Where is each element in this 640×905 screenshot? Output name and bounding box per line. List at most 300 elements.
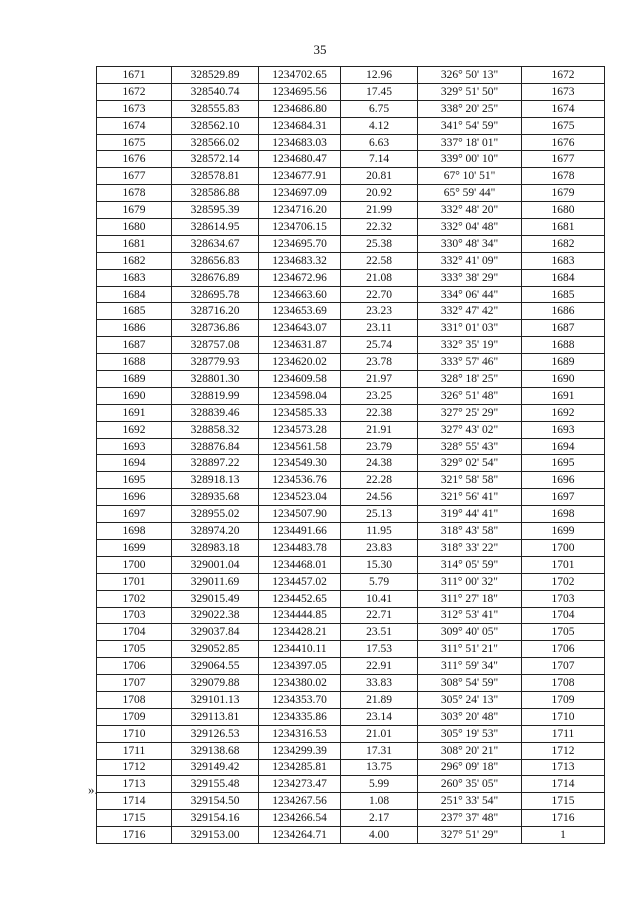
distance-cell: 21.99	[341, 202, 418, 219]
next-point-cell: 1691	[522, 387, 605, 404]
y-coordinate-cell: 1234335.86	[259, 708, 341, 725]
x-coordinate-cell: 328801.30	[172, 371, 259, 388]
y-coordinate-cell: 1234273.47	[259, 776, 341, 793]
x-coordinate-cell: 329138.68	[172, 742, 259, 759]
point-number-cell: 1675	[97, 134, 172, 151]
bearing-cell: 65° 59' 44"	[418, 185, 522, 202]
bearing-cell: 327° 43' 02"	[418, 421, 522, 438]
table-row	[97, 67, 605, 84]
next-point-cell: 1707	[522, 658, 605, 675]
distance-cell: 21.91	[341, 421, 418, 438]
point-number-cell: 1689	[97, 371, 172, 388]
point-number-cell: 1677	[97, 168, 172, 185]
point-number-cell: 1705	[97, 641, 172, 658]
table-row	[97, 506, 605, 523]
bearing-cell: 332° 48' 20"	[418, 202, 522, 219]
y-coordinate-cell: 1234683.03	[259, 134, 341, 151]
table-row	[97, 590, 605, 607]
x-coordinate-cell: 329022.38	[172, 607, 259, 624]
bearing-cell: 319° 44' 41"	[418, 506, 522, 523]
y-coordinate-cell: 1234686.80	[259, 100, 341, 117]
distance-cell: 7.14	[341, 151, 418, 168]
next-point-cell: 1676	[522, 134, 605, 151]
distance-cell: 20.81	[341, 168, 418, 185]
table-row	[97, 573, 605, 590]
table-row	[97, 387, 605, 404]
x-coordinate-cell: 329015.49	[172, 590, 259, 607]
next-point-cell: 1673	[522, 83, 605, 100]
x-coordinate-cell: 328935.68	[172, 489, 259, 506]
bearing-cell: 332° 35' 19"	[418, 337, 522, 354]
x-coordinate-cell: 328529.89	[172, 67, 259, 84]
distance-cell: 21.08	[341, 269, 418, 286]
distance-cell: 21.89	[341, 691, 418, 708]
x-coordinate-cell: 328540.74	[172, 83, 259, 100]
table-row	[97, 708, 605, 725]
y-coordinate-cell: 1234684.31	[259, 117, 341, 134]
point-number-cell: 1699	[97, 539, 172, 556]
next-point-cell: 1683	[522, 252, 605, 269]
distance-cell: 5.99	[341, 776, 418, 793]
point-number-cell: 1672	[97, 83, 172, 100]
x-coordinate-cell: 328676.89	[172, 269, 259, 286]
y-coordinate-cell: 1234573.28	[259, 421, 341, 438]
table-body	[97, 67, 605, 844]
y-coordinate-cell: 1234549.30	[259, 455, 341, 472]
next-point-cell: 1704	[522, 607, 605, 624]
bearing-cell: 328° 18' 25"	[418, 371, 522, 388]
table-row	[97, 556, 605, 573]
point-number-cell: 1706	[97, 658, 172, 675]
table-row	[97, 354, 605, 371]
distance-cell: 24.56	[341, 489, 418, 506]
next-point-cell: 1700	[522, 539, 605, 556]
next-point-cell: 1690	[522, 371, 605, 388]
point-number-cell: 1712	[97, 759, 172, 776]
x-coordinate-cell: 329154.16	[172, 810, 259, 827]
x-coordinate-cell: 328983.18	[172, 539, 259, 556]
point-number-cell: 1710	[97, 725, 172, 742]
table-row	[97, 168, 605, 185]
point-number-cell: 1708	[97, 691, 172, 708]
y-coordinate-cell: 1234316.53	[259, 725, 341, 742]
next-point-cell: 1699	[522, 523, 605, 540]
x-coordinate-cell: 329037.84	[172, 624, 259, 641]
distance-cell: 1.08	[341, 793, 418, 810]
point-number-cell: 1688	[97, 354, 172, 371]
y-coordinate-cell: 1234410.11	[259, 641, 341, 658]
bearing-cell: 333° 57' 46"	[418, 354, 522, 371]
next-point-cell: 1702	[522, 573, 605, 590]
bearing-cell: 311° 59' 34"	[418, 658, 522, 675]
x-coordinate-cell: 329001.04	[172, 556, 259, 573]
y-coordinate-cell: 1234598.04	[259, 387, 341, 404]
x-coordinate-cell: 329011.69	[172, 573, 259, 590]
x-coordinate-cell: 329079.88	[172, 675, 259, 692]
coordinates-table	[96, 66, 605, 844]
bearing-cell: 311° 00' 32"	[418, 573, 522, 590]
table-row	[97, 793, 605, 810]
x-coordinate-cell: 328695.78	[172, 286, 259, 303]
distance-cell: 23.14	[341, 708, 418, 725]
table-row	[97, 607, 605, 624]
bearing-cell: 260° 35' 05"	[418, 776, 522, 793]
bearing-cell: 309° 40' 05"	[418, 624, 522, 641]
next-point-cell: 1714	[522, 776, 605, 793]
distance-cell: 25.13	[341, 506, 418, 523]
point-number-cell: 1696	[97, 489, 172, 506]
bearing-cell: 318° 33' 22"	[418, 539, 522, 556]
next-point-cell: 1713	[522, 759, 605, 776]
point-number-cell: 1707	[97, 675, 172, 692]
table-row	[97, 421, 605, 438]
distance-cell: 20.92	[341, 185, 418, 202]
x-coordinate-cell: 329101.13	[172, 691, 259, 708]
next-point-cell: 1712	[522, 742, 605, 759]
y-coordinate-cell: 1234428.21	[259, 624, 341, 641]
x-coordinate-cell: 328595.39	[172, 202, 259, 219]
bearing-cell: 314° 05' 59"	[418, 556, 522, 573]
distance-cell: 21.01	[341, 725, 418, 742]
x-coordinate-cell: 328716.20	[172, 303, 259, 320]
distance-cell: 11.95	[341, 523, 418, 540]
y-coordinate-cell: 1234631.87	[259, 337, 341, 354]
table-row	[97, 472, 605, 489]
table-row	[97, 219, 605, 236]
next-point-cell: 1696	[522, 472, 605, 489]
distance-cell: 22.28	[341, 472, 418, 489]
x-coordinate-cell: 328566.02	[172, 134, 259, 151]
point-number-cell: 1684	[97, 286, 172, 303]
distance-cell: 22.58	[341, 252, 418, 269]
table-row	[97, 624, 605, 641]
table-row	[97, 455, 605, 472]
y-coordinate-cell: 1234695.70	[259, 235, 341, 252]
next-point-cell: 1674	[522, 100, 605, 117]
table-row	[97, 827, 605, 844]
point-number-cell: 1680	[97, 219, 172, 236]
y-coordinate-cell: 1234266.54	[259, 810, 341, 827]
y-coordinate-cell: 1234672.96	[259, 269, 341, 286]
bearing-cell: 308° 20' 21"	[418, 742, 522, 759]
distance-cell: 23.23	[341, 303, 418, 320]
bearing-cell: 329° 02' 54"	[418, 455, 522, 472]
table-row	[97, 539, 605, 556]
next-point-cell: 1687	[522, 320, 605, 337]
table-row	[97, 269, 605, 286]
distance-cell: 17.45	[341, 83, 418, 100]
distance-cell: 24.38	[341, 455, 418, 472]
x-coordinate-cell: 329154.50	[172, 793, 259, 810]
point-number-cell: 1700	[97, 556, 172, 573]
point-number-cell: 1681	[97, 235, 172, 252]
point-number-cell: 1674	[97, 117, 172, 134]
point-number-cell: 1686	[97, 320, 172, 337]
y-coordinate-cell: 1234491.66	[259, 523, 341, 540]
distance-cell: 2.17	[341, 810, 418, 827]
y-coordinate-cell: 1234706.15	[259, 219, 341, 236]
distance-cell: 23.11	[341, 320, 418, 337]
distance-cell: 17.53	[341, 641, 418, 658]
point-number-cell: 1695	[97, 472, 172, 489]
distance-cell: 25.74	[341, 337, 418, 354]
bearing-cell: 328° 55' 43"	[418, 438, 522, 455]
closing-mark: ».	[88, 782, 98, 797]
table-row	[97, 337, 605, 354]
point-number-cell: 1679	[97, 202, 172, 219]
bearing-cell: 312° 53' 41"	[418, 607, 522, 624]
y-coordinate-cell: 1234507.90	[259, 506, 341, 523]
bearing-cell: 329° 51' 50"	[418, 83, 522, 100]
distance-cell: 6.63	[341, 134, 418, 151]
next-point-cell: 1716	[522, 810, 605, 827]
y-coordinate-cell: 1234267.56	[259, 793, 341, 810]
table-row	[97, 252, 605, 269]
bearing-cell: 296° 09' 18"	[418, 759, 522, 776]
y-coordinate-cell: 1234702.65	[259, 67, 341, 84]
table-row	[97, 404, 605, 421]
next-point-cell: 1709	[522, 691, 605, 708]
page-number: 35	[313, 42, 327, 57]
x-coordinate-cell: 328757.08	[172, 337, 259, 354]
distance-cell: 22.91	[341, 658, 418, 675]
next-point-cell: 1706	[522, 641, 605, 658]
table-row	[97, 134, 605, 151]
y-coordinate-cell: 1234716.20	[259, 202, 341, 219]
distance-cell: 23.83	[341, 539, 418, 556]
distance-cell: 23.79	[341, 438, 418, 455]
table-row	[97, 151, 605, 168]
next-point-cell: 1701	[522, 556, 605, 573]
next-point-cell: 1711	[522, 725, 605, 742]
distance-cell: 33.83	[341, 675, 418, 692]
next-point-cell: 1	[522, 827, 605, 844]
bearing-cell: 338° 20' 25"	[418, 100, 522, 117]
table-row	[97, 725, 605, 742]
point-number-cell: 1671	[97, 67, 172, 84]
x-coordinate-cell: 328876.84	[172, 438, 259, 455]
y-coordinate-cell: 1234620.02	[259, 354, 341, 371]
table-row	[97, 742, 605, 759]
next-point-cell: 1679	[522, 185, 605, 202]
bearing-cell: 337° 18' 01"	[418, 134, 522, 151]
table-row	[97, 117, 605, 134]
y-coordinate-cell: 1234663.60	[259, 286, 341, 303]
distance-cell: 4.12	[341, 117, 418, 134]
bearing-cell: 303° 20' 48"	[418, 708, 522, 725]
bearing-cell: 237° 37' 48"	[418, 810, 522, 827]
distance-cell: 10.41	[341, 590, 418, 607]
y-coordinate-cell: 1234299.39	[259, 742, 341, 759]
next-point-cell: 1692	[522, 404, 605, 421]
table-row	[97, 489, 605, 506]
point-number-cell: 1697	[97, 506, 172, 523]
y-coordinate-cell: 1234677.91	[259, 168, 341, 185]
point-number-cell: 1685	[97, 303, 172, 320]
bearing-cell: 311° 51' 21"	[418, 641, 522, 658]
x-coordinate-cell: 328572.14	[172, 151, 259, 168]
table-row	[97, 641, 605, 658]
x-coordinate-cell: 328634.67	[172, 235, 259, 252]
point-number-cell: 1714	[97, 793, 172, 810]
next-point-cell: 1686	[522, 303, 605, 320]
next-point-cell: 1694	[522, 438, 605, 455]
x-coordinate-cell: 328858.32	[172, 421, 259, 438]
x-coordinate-cell: 329126.53	[172, 725, 259, 742]
table-row	[97, 438, 605, 455]
point-number-cell: 1683	[97, 269, 172, 286]
next-point-cell: 1715	[522, 793, 605, 810]
table-row	[97, 759, 605, 776]
bearing-cell: 327° 25' 29"	[418, 404, 522, 421]
y-coordinate-cell: 1234683.32	[259, 252, 341, 269]
point-number-cell: 1702	[97, 590, 172, 607]
point-number-cell: 1703	[97, 607, 172, 624]
point-number-cell: 1704	[97, 624, 172, 641]
point-number-cell: 1691	[97, 404, 172, 421]
y-coordinate-cell: 1234468.01	[259, 556, 341, 573]
point-number-cell: 1711	[97, 742, 172, 759]
y-coordinate-cell: 1234452.65	[259, 590, 341, 607]
bearing-cell: 321° 56' 41"	[418, 489, 522, 506]
point-number-cell: 1682	[97, 252, 172, 269]
y-coordinate-cell: 1234264.71	[259, 827, 341, 844]
x-coordinate-cell: 329149.42	[172, 759, 259, 776]
next-point-cell: 1680	[522, 202, 605, 219]
next-point-cell: 1672	[522, 67, 605, 84]
y-coordinate-cell: 1234653.69	[259, 303, 341, 320]
x-coordinate-cell: 328779.93	[172, 354, 259, 371]
next-point-cell: 1710	[522, 708, 605, 725]
next-point-cell: 1677	[522, 151, 605, 168]
distance-cell: 4.00	[341, 827, 418, 844]
bearing-cell: 308° 54' 59"	[418, 675, 522, 692]
point-number-cell: 1713	[97, 776, 172, 793]
y-coordinate-cell: 1234536.76	[259, 472, 341, 489]
bearing-cell: 339° 00' 10"	[418, 151, 522, 168]
table-row	[97, 523, 605, 540]
bearing-cell: 333° 38' 29"	[418, 269, 522, 286]
bearing-cell: 331° 01' 03"	[418, 320, 522, 337]
y-coordinate-cell: 1234523.04	[259, 489, 341, 506]
table-row	[97, 303, 605, 320]
distance-cell: 22.71	[341, 607, 418, 624]
y-coordinate-cell: 1234353.70	[259, 691, 341, 708]
distance-cell: 22.38	[341, 404, 418, 421]
table-row	[97, 320, 605, 337]
next-point-cell: 1703	[522, 590, 605, 607]
bearing-cell: 326° 50' 13"	[418, 67, 522, 84]
distance-cell: 5.79	[341, 573, 418, 590]
y-coordinate-cell: 1234609.58	[259, 371, 341, 388]
bearing-cell: 251° 33' 54"	[418, 793, 522, 810]
bearing-cell: 318° 43' 58"	[418, 523, 522, 540]
point-number-cell: 1678	[97, 185, 172, 202]
x-coordinate-cell: 329153.00	[172, 827, 259, 844]
distance-cell: 22.70	[341, 286, 418, 303]
bearing-cell: 332° 41' 09"	[418, 252, 522, 269]
distance-cell: 12.96	[341, 67, 418, 84]
x-coordinate-cell: 328578.81	[172, 168, 259, 185]
distance-cell: 6.75	[341, 100, 418, 117]
distance-cell: 13.75	[341, 759, 418, 776]
y-coordinate-cell: 1234380.02	[259, 675, 341, 692]
point-number-cell: 1716	[97, 827, 172, 844]
bearing-cell: 305° 24' 13"	[418, 691, 522, 708]
point-number-cell: 1687	[97, 337, 172, 354]
next-point-cell: 1688	[522, 337, 605, 354]
distance-cell: 23.25	[341, 387, 418, 404]
next-point-cell: 1681	[522, 219, 605, 236]
bearing-cell: 330° 48' 34"	[418, 235, 522, 252]
x-coordinate-cell: 328586.88	[172, 185, 259, 202]
point-number-cell: 1694	[97, 455, 172, 472]
point-number-cell: 1673	[97, 100, 172, 117]
next-point-cell: 1675	[522, 117, 605, 134]
y-coordinate-cell: 1234643.07	[259, 320, 341, 337]
table-row	[97, 235, 605, 252]
table-row	[97, 202, 605, 219]
y-coordinate-cell: 1234457.02	[259, 573, 341, 590]
table-row	[97, 658, 605, 675]
distance-cell: 22.32	[341, 219, 418, 236]
next-point-cell: 1678	[522, 168, 605, 185]
next-point-cell: 1697	[522, 489, 605, 506]
x-coordinate-cell: 328897.22	[172, 455, 259, 472]
table-row	[97, 675, 605, 692]
x-coordinate-cell: 329064.55	[172, 658, 259, 675]
bearing-cell: 305° 19' 53"	[418, 725, 522, 742]
y-coordinate-cell: 1234561.58	[259, 438, 341, 455]
distance-cell: 23.51	[341, 624, 418, 641]
x-coordinate-cell: 328614.95	[172, 219, 259, 236]
next-point-cell: 1695	[522, 455, 605, 472]
x-coordinate-cell: 328656.83	[172, 252, 259, 269]
next-point-cell: 1708	[522, 675, 605, 692]
bearing-cell: 332° 47' 42"	[418, 303, 522, 320]
x-coordinate-cell: 328555.83	[172, 100, 259, 117]
x-coordinate-cell: 328736.86	[172, 320, 259, 337]
x-coordinate-cell: 328955.02	[172, 506, 259, 523]
distance-cell: 17.31	[341, 742, 418, 759]
point-number-cell: 1698	[97, 523, 172, 540]
bearing-cell: 327° 51' 29"	[418, 827, 522, 844]
next-point-cell: 1684	[522, 269, 605, 286]
point-number-cell: 1693	[97, 438, 172, 455]
y-coordinate-cell: 1234695.56	[259, 83, 341, 100]
distance-cell: 21.97	[341, 371, 418, 388]
distance-cell: 23.78	[341, 354, 418, 371]
point-number-cell: 1709	[97, 708, 172, 725]
bearing-cell: 326° 51' 48"	[418, 387, 522, 404]
next-point-cell: 1685	[522, 286, 605, 303]
table-row	[97, 371, 605, 388]
bearing-cell: 311° 27' 18"	[418, 590, 522, 607]
x-coordinate-cell: 328974.20	[172, 523, 259, 540]
distance-cell: 15.30	[341, 556, 418, 573]
table-row	[97, 286, 605, 303]
y-coordinate-cell: 1234397.05	[259, 658, 341, 675]
y-coordinate-cell: 1234697.09	[259, 185, 341, 202]
point-number-cell: 1690	[97, 387, 172, 404]
table-row	[97, 810, 605, 827]
x-coordinate-cell: 328562.10	[172, 117, 259, 134]
x-coordinate-cell: 328819.99	[172, 387, 259, 404]
x-coordinate-cell: 328918.13	[172, 472, 259, 489]
bearing-cell: 321° 58' 58"	[418, 472, 522, 489]
point-number-cell: 1715	[97, 810, 172, 827]
next-point-cell: 1693	[522, 421, 605, 438]
